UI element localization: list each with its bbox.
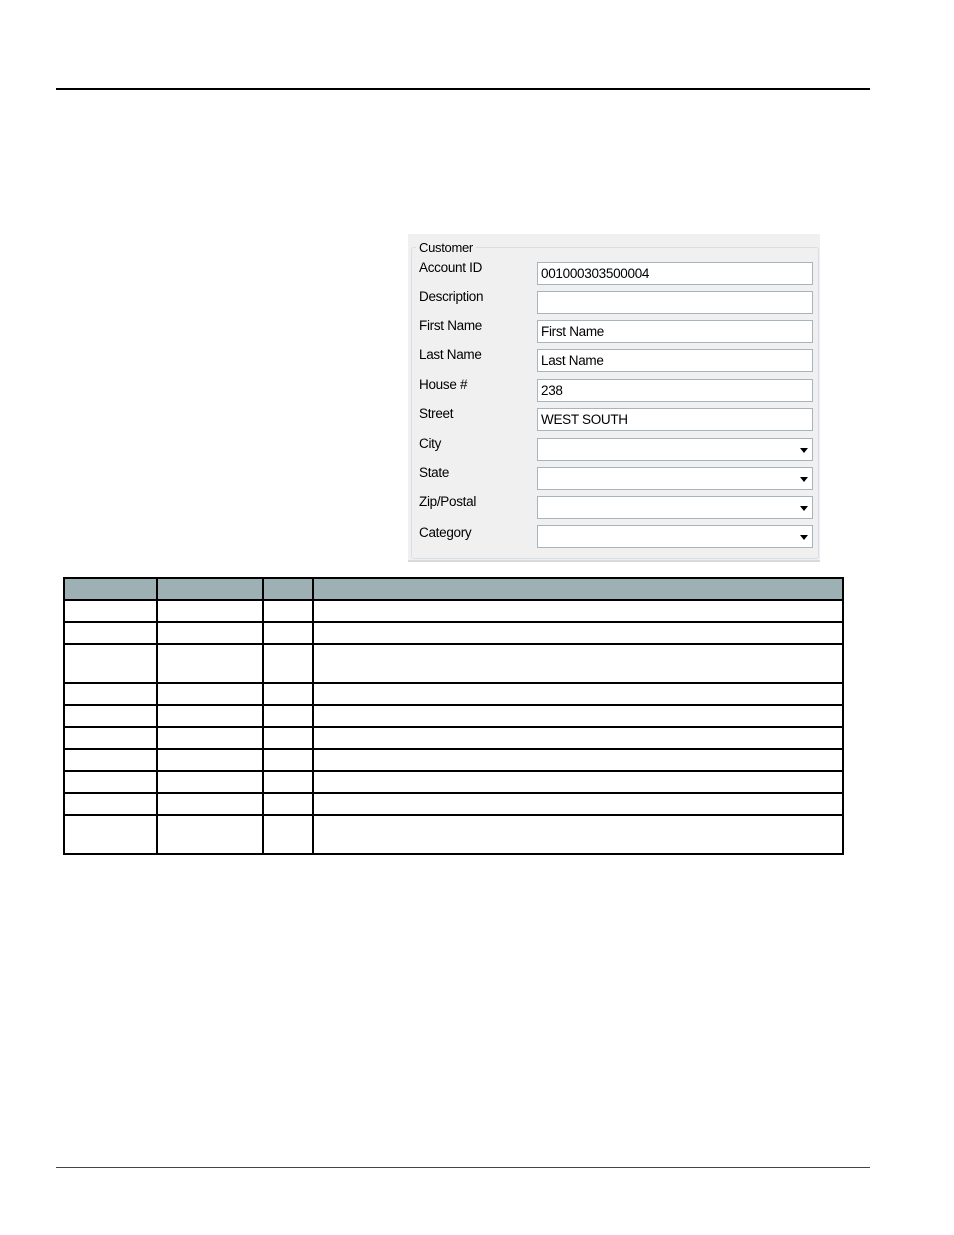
table-cell (313, 683, 843, 705)
table-cell (263, 749, 313, 771)
table-cell (263, 644, 313, 683)
zip-postal-combobox[interactable] (537, 496, 813, 519)
street-row (408, 408, 820, 432)
table-row (64, 815, 843, 854)
table-cell (263, 705, 313, 727)
table-cell (313, 705, 843, 727)
table-cell (64, 705, 157, 727)
account-id-row (408, 262, 820, 286)
table-cell (157, 749, 263, 771)
table-cell (64, 600, 157, 622)
last-name-field[interactable]: Last Name (537, 349, 813, 372)
footer-rule (56, 1167, 870, 1168)
table-cell (157, 793, 263, 815)
table-cell (313, 644, 843, 683)
table-cell (64, 771, 157, 793)
customer-panel (408, 234, 820, 562)
table-header-cell (64, 578, 157, 600)
table-cell (157, 815, 263, 854)
table-cell (263, 600, 313, 622)
zip-postal-row (408, 496, 820, 520)
table-cell (157, 644, 263, 683)
table-header-cell (157, 578, 263, 600)
table-header-row (64, 578, 843, 600)
state-combobox[interactable] (537, 467, 813, 490)
state-row (408, 467, 820, 491)
state-label: State (419, 465, 450, 480)
table-cell (263, 622, 313, 644)
house-number-row (408, 379, 820, 403)
table-cell (157, 705, 263, 727)
category-label: Category (419, 525, 472, 540)
chevron-down-icon[interactable] (800, 506, 808, 511)
table-cell (157, 622, 263, 644)
table-cell (157, 683, 263, 705)
chevron-down-icon[interactable] (800, 448, 808, 453)
table-header-cell (313, 578, 843, 600)
last-name-label: Last Name (419, 347, 482, 362)
description-row (408, 291, 820, 315)
first-name-label: First Name (419, 318, 483, 333)
table-row (64, 644, 843, 683)
table-cell (313, 771, 843, 793)
chevron-down-icon[interactable] (800, 477, 808, 482)
table-cell (64, 683, 157, 705)
table-cell (263, 683, 313, 705)
last-name-row (408, 349, 820, 373)
table-cell (263, 793, 313, 815)
category-row (408, 525, 820, 549)
house-number-field[interactable]: 238 (537, 379, 813, 402)
city-row (408, 438, 820, 462)
account-id-label: Account ID (419, 260, 483, 275)
street-field[interactable]: WEST SOUTH (537, 408, 813, 431)
table-cell (313, 749, 843, 771)
table-row (64, 622, 843, 644)
table-cell (64, 815, 157, 854)
zip-postal-label: Zip/Postal (419, 494, 477, 509)
description-label: Description (419, 289, 484, 304)
table-cell (157, 600, 263, 622)
city-label: City (419, 436, 442, 451)
table-cell (64, 727, 157, 749)
table-cell (157, 771, 263, 793)
table-row (64, 727, 843, 749)
first-name-field[interactable]: First Name (537, 320, 813, 343)
customer-group-title: Customer (416, 240, 476, 255)
street-label: Street (419, 406, 454, 421)
description-field[interactable] (537, 291, 813, 314)
account-id-field[interactable]: 001000303500004 (537, 262, 813, 285)
chevron-down-icon[interactable] (800, 535, 808, 540)
table-cell (263, 815, 313, 854)
table-cell (313, 600, 843, 622)
table-cell (263, 727, 313, 749)
table-cell (313, 622, 843, 644)
house-number-label: House # (419, 377, 468, 392)
table-cell (313, 793, 843, 815)
category-combobox[interactable] (537, 525, 813, 548)
table-cell (313, 727, 843, 749)
table-header-cell (263, 578, 313, 600)
table-row (64, 705, 843, 727)
header-rule (56, 88, 870, 90)
table-cell (157, 727, 263, 749)
table-cell (313, 815, 843, 854)
table-row (64, 771, 843, 793)
table-row (64, 749, 843, 771)
table-row (64, 600, 843, 622)
field-description-table (63, 577, 844, 855)
city-combobox[interactable] (537, 438, 813, 461)
table-row (64, 683, 843, 705)
table-cell (64, 793, 157, 815)
table-cell (263, 771, 313, 793)
table-cell (64, 644, 157, 683)
first-name-row (408, 320, 820, 344)
table-cell (64, 749, 157, 771)
table-row (64, 793, 843, 815)
table-cell (64, 622, 157, 644)
